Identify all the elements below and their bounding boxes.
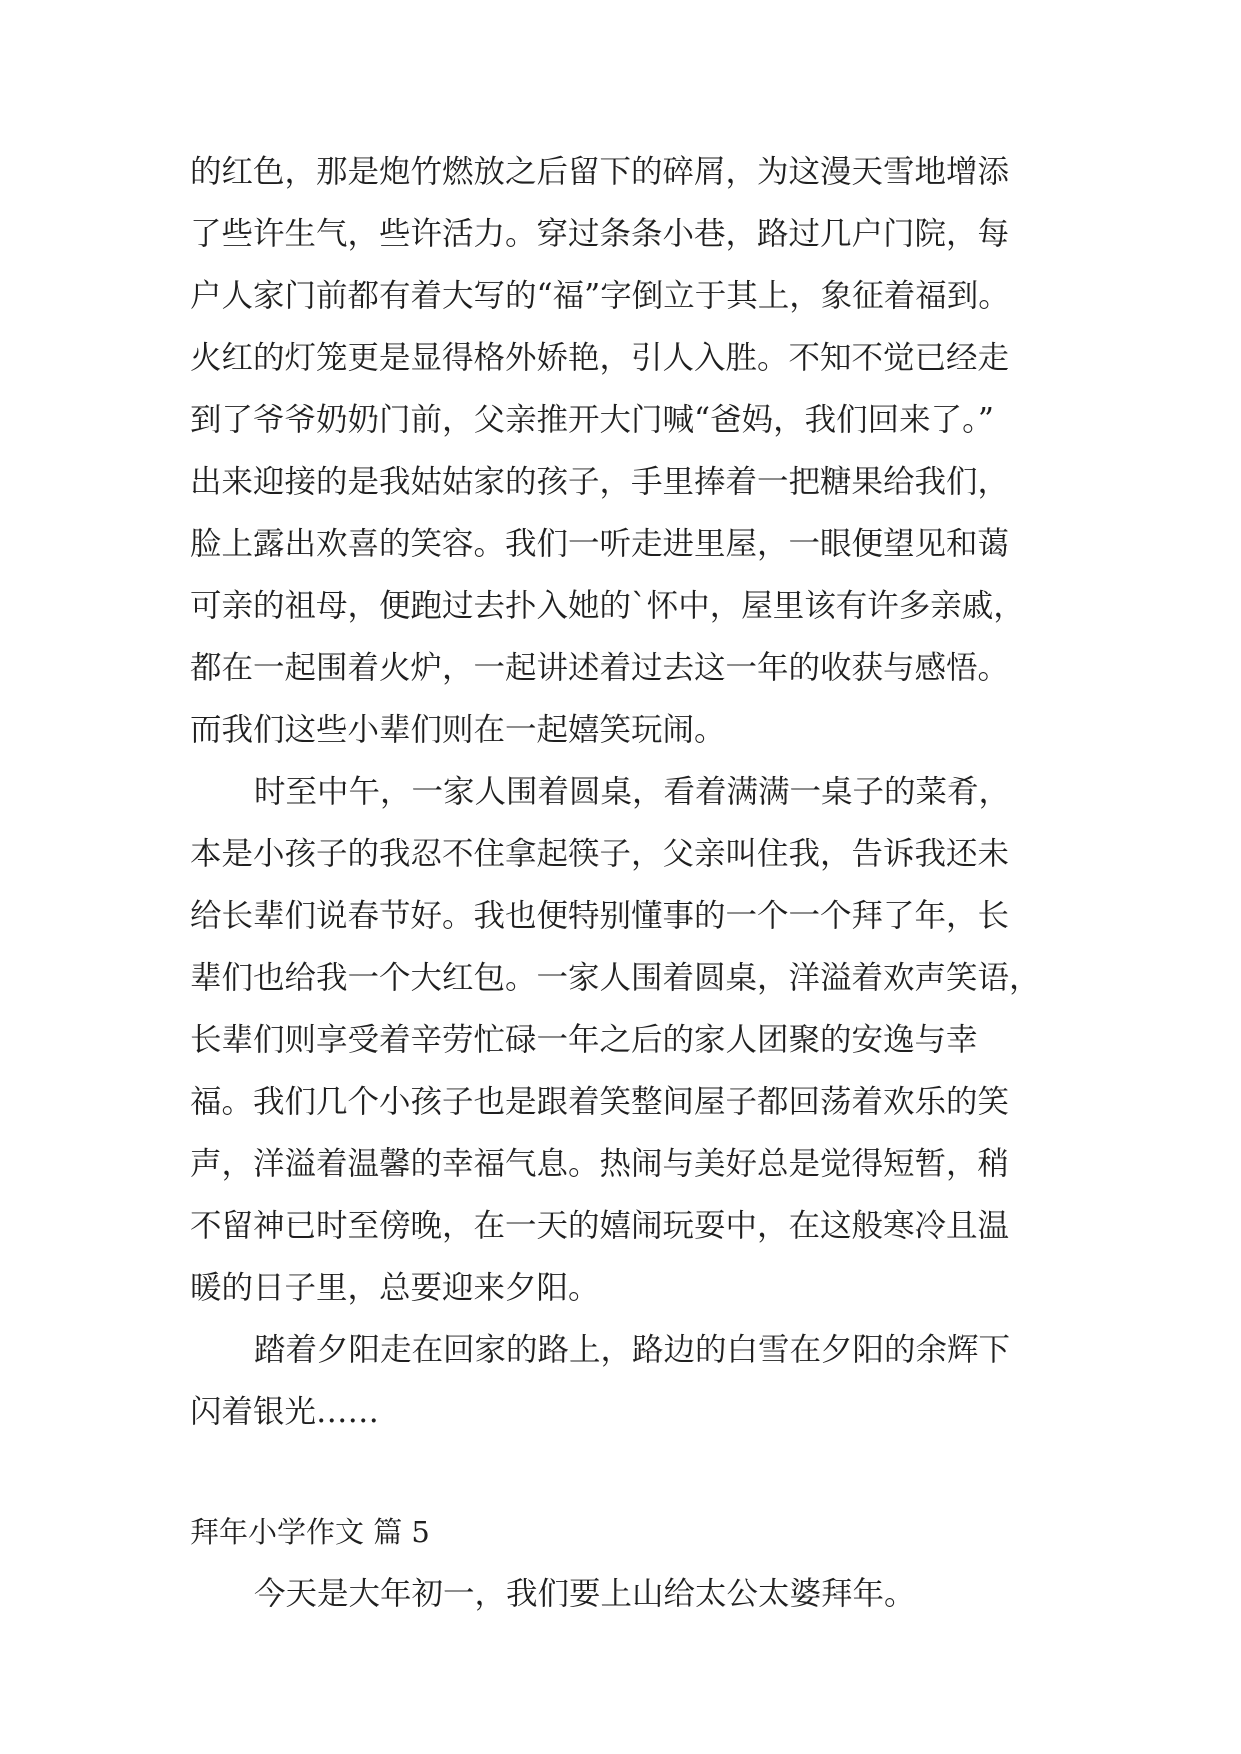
text-line: 本是小孩子的我忍不住拿起筷子，父亲叫住我，告诉我还未 (190, 836, 1010, 872)
text-line: 辈们也给我一个大红包。一家人围着圆桌，洋溢着欢声笑语， (190, 960, 1041, 996)
text-line: 脸上露出欢喜的笑容。我们一听走进里屋，一眼便望见和蔼 (190, 526, 1010, 562)
text-line: 不留神已时至傍晚，在一天的嬉闹玩耍中，在这般寒冷且温 (190, 1208, 1010, 1244)
text-line: 户人家门前都有着大写的“福”字倒立于其上，象征着福到。 (190, 278, 1010, 314)
text-line: 可亲的祖母，便跑过去扑入她的`怀中，屋里该有许多亲戚， (190, 588, 1025, 624)
text-line: 给长辈们说春节好。我也便特别懂事的一个一个拜了年，长 (190, 898, 1010, 934)
section-heading: 拜年小学作文 篇 5 (190, 1515, 430, 1549)
text-line: 火红的灯笼更是显得格外娇艳，引人入胜。不知不觉已经走 (190, 340, 1010, 376)
text-line: 的红色，那是炮竹燃放之后留下的碎屑，为这漫天雪地增添 (190, 154, 1010, 190)
text-line: 而我们这些小辈们则在一起嬉笑玩闹。 (190, 712, 726, 748)
text-line: 闪着银光…… (190, 1394, 380, 1430)
text-line: 都在一起围着火炉，一起讲述着过去这一年的收获与感悟。 (190, 650, 1010, 686)
text-line: 长辈们则享受着辛劳忙碌一年之后的家人团聚的安逸与幸 (190, 1022, 978, 1058)
paragraph-first-line: 今天是大年初一，我们要上山给太公太婆拜年。 (254, 1576, 916, 1612)
text-line: 到了爷爷奶奶门前，父亲推开大门喊“爸妈，我们回来了。” (190, 402, 994, 438)
paragraph-first-line: 时至中午，一家人围着圆桌，看着满满一桌子的菜肴， (254, 774, 1011, 810)
paragraph-first-line: 踏着夕阳走在回家的路上，路边的白雪在夕阳的余辉下 (254, 1332, 1011, 1368)
text-line: 了些许生气，些许活力。穿过条条小巷，路过几户门院，每 (190, 216, 1010, 252)
text-line: 出来迎接的是我姑姑家的孩子，手里捧着一把糖果给我们， (190, 464, 1010, 500)
text-line: 暖的日子里，总要迎来夕阳。 (190, 1270, 600, 1306)
text-line: 福。我们几个小孩子也是跟着笑整间屋子都回荡着欢乐的笑 (190, 1084, 1010, 1120)
text-line: 声，洋溢着温馨的幸福气息。热闹与美好总是觉得短暂，稍 (190, 1146, 1010, 1182)
